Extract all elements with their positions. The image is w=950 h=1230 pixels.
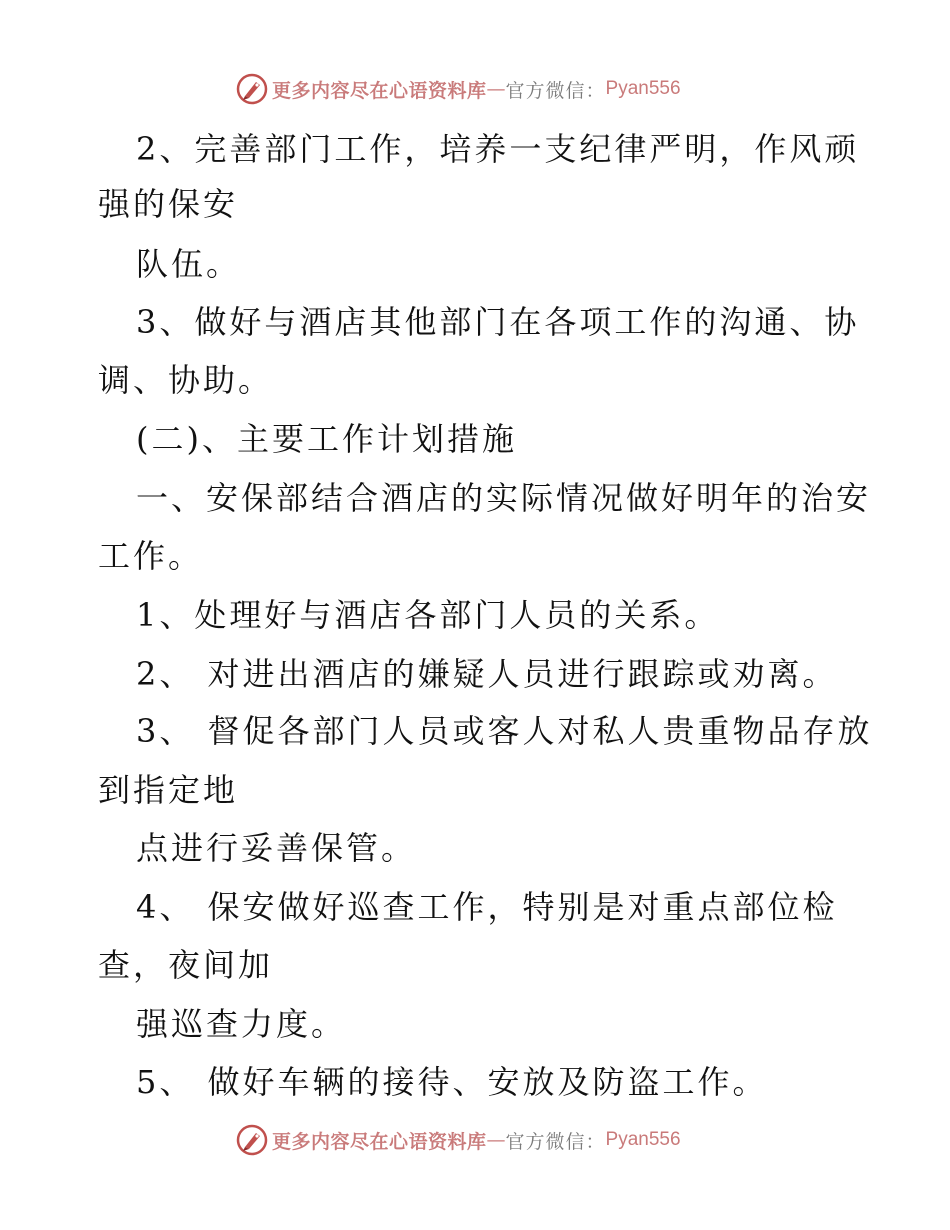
watermark-text: 更多内容尽在心语资料库 [272,1130,487,1153]
body-line: 一、安保部结合酒店的实际情况做好明年的治安 [136,479,872,517]
watermark-dash: — [486,78,506,100]
watermark-wechat-id: Pyan556 [605,1129,681,1150]
section-heading: (二)、主要工作计划措施 [136,420,517,458]
body-line: 点进行妥善保管。 [136,829,417,867]
body-line: 2、 对进出酒店的嫌疑人员进行跟踪或劝离。 [136,655,838,693]
body-line: 强的保安 [98,185,239,223]
watermark-wechat-label: 官方微信： [505,79,606,102]
body-line: 队伍。 [136,245,242,283]
watermark-footer [236,1123,681,1157]
watermark-wechat-id: Pyan556 [605,78,681,99]
pen-logo-icon [236,1124,268,1156]
body-line: 强巡查力度。 [136,1005,347,1043]
watermark-text: 更多内容尽在心语资料库 [272,79,487,102]
body-line: 3、做好与酒店其他部门在各项工作的沟通、协 [136,303,860,341]
body-line: 3、 督促各部门人员或客人对私人贵重物品存放 [136,712,873,750]
body-line: 5、 做好车辆的接待、安放及防盗工作。 [136,1063,768,1101]
watermark-header [236,72,681,106]
body-line: 工作。 [98,537,204,575]
body-line: 2、完善部门工作，培养一支纪律严明，作风顽 [136,130,860,168]
watermark-dash: — [486,1129,506,1151]
body-line: 调、协助。 [98,361,274,399]
body-line: 4、 保安做好巡查工作，特别是对重点部位检 [136,888,838,926]
body-line: 查，夜间加 [98,946,274,984]
body-line: 1、处理好与酒店各部门人员的关系。 [136,596,720,634]
pen-logo-icon [236,73,268,105]
body-line: 到指定地 [98,771,239,809]
watermark-wechat-label: 官方微信： [505,1130,606,1153]
